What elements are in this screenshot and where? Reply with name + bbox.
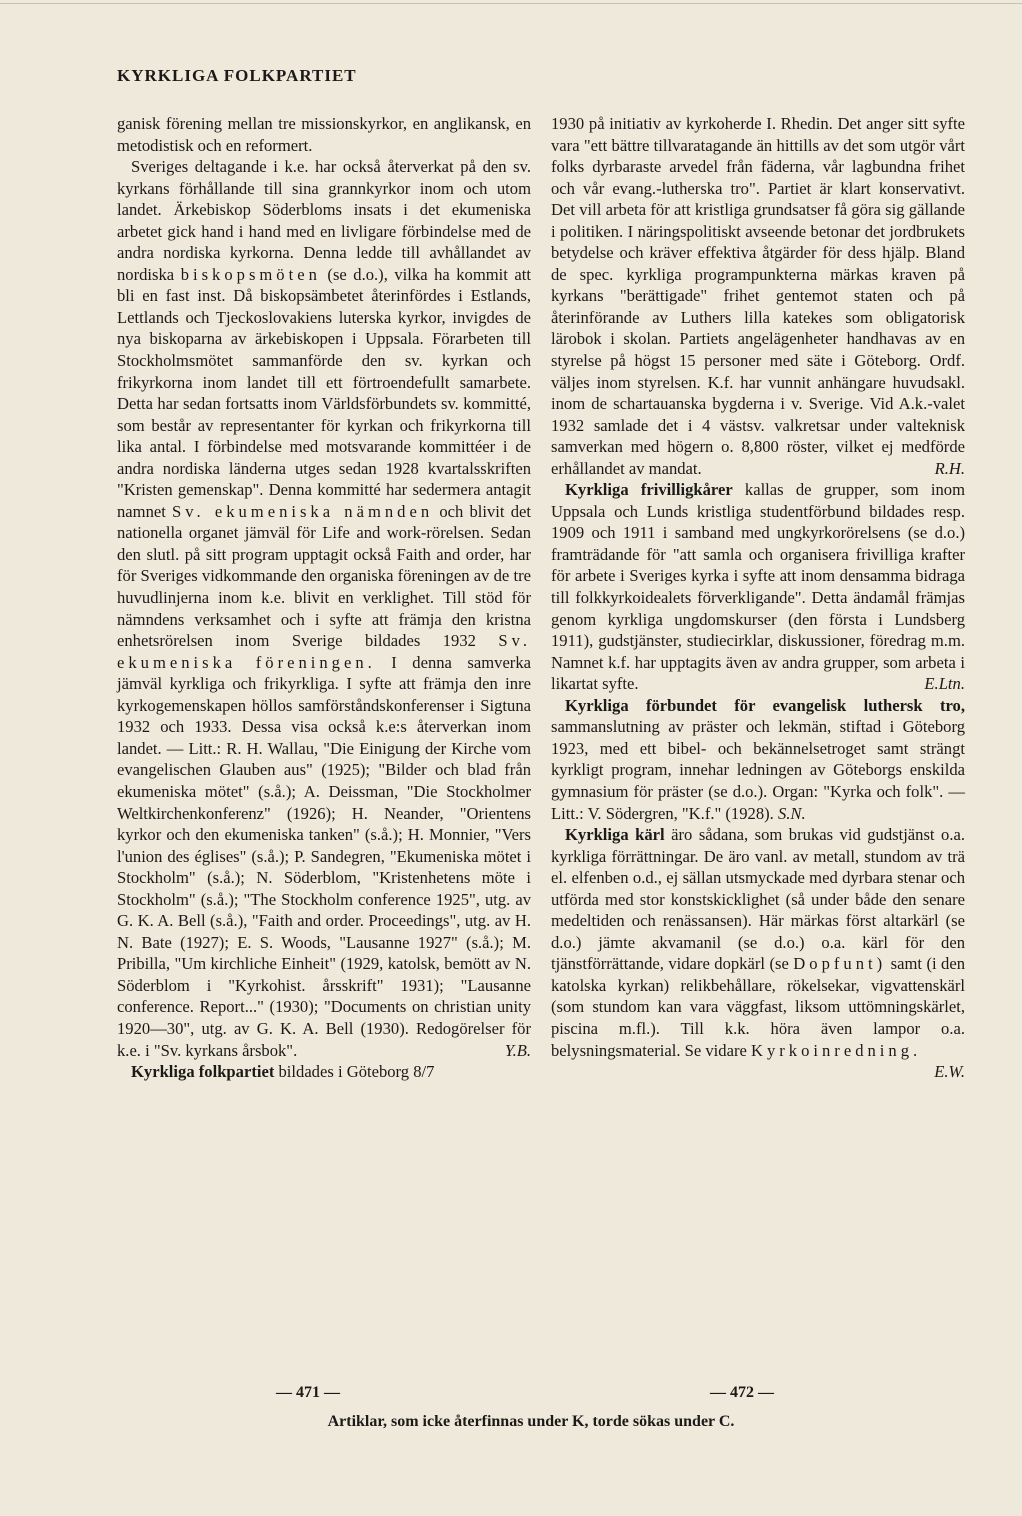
page-number-right: — 472 —: [710, 1384, 774, 1401]
left-paragraph-1: [117, 113, 531, 156]
right-paragraph-2: [551, 479, 965, 694]
right-signature-rh: R.H.: [934, 458, 965, 478]
right-signature-sn: S.N.: [777, 803, 806, 823]
left-column: [117, 113, 531, 1083]
page-number-left: — 471 —: [276, 1384, 340, 1401]
right-signature-eltn: E.Ltn.: [924, 674, 965, 694]
left-paragraph-3: [117, 1061, 531, 1083]
right-p4-text: äro sådana, som brukas vid gudstjänst o.a. kyrkliga förrättningar. De äro vanl. av metall, stundom av trä el. elfenben o.d., ej sällan utsmyckade med dyrbara stenar och utförda med stor konstskicklighet (så under både den senare medeltiden och renässansen). Här märkas först altarkärl (se d.o.) jämte akvamanil (se d.o.) o.a. kärl för den tjänstförrättande, vidare dopkärl (se: [551, 825, 965, 974]
left-p2c-text: (se d.o.), vilka ha kommit att bli en fast inst. Då biskopsämbetet återinfördes i Estlands, Lettlands och Tjeckoslovakiens luterska kyrkor, invigdes de nya biskoparna av ärkebiskopen i Uppsala. Förarbeten till Stockholmsmötet sammanförde den sv. kyrkan och frikyrkorna inom landet till ett förtroendefullt samarbete. Detta har sedan fortsatts inom Världsförbundets sv. kommitté, som består av representanter för kyrkan och frikyrkorna till lika antal. I förbindelse med motsvarande kommittéer i de andra nordiska länderna utges sedan 1928 kvartalsskriften "Kristen gemenskap". Denna kommitté har sedermera antagit namnet: [117, 264, 531, 521]
right-spaced-kyrkoinredning: Kyrkoinredning.: [751, 1040, 922, 1060]
left-spaced-namnden: Sv. ekumeniska nämnden: [172, 501, 434, 521]
right-paragraph-1: [551, 113, 965, 479]
left-p3-text: bildades i Göteborg 8/7: [278, 1062, 435, 1082]
left-spaced-foreningen: Sv. ekumeniska föreningen.: [117, 631, 531, 672]
right-spaced-dopfunt: Dopfunt): [793, 954, 887, 974]
left-p2a-text: Sveriges deltagande i k.e. har också återverkat på den sv. kyrkans förhållande till sina grannkyrkor inom och utom landet. Ärkebiskop Söderbloms insats i det ekumeniska arbetet gick hand i hand med en livligare förbindelse med de andra nordiska kyrkorna. Denna ledde till avhållandet av nordiska: [117, 157, 531, 284]
left-p2g-text: I denna samverka jämväl kyrkliga och frikyrkliga. I syfte att främja den inre kyrkogemenskapen höllos samförståndskonferenser i Sigtuna 1932 och 1933. Dessa visa också k.e:s återverkan inom landet. — Litt.: R. H. Wallau, "Die Einigung der Kirche vom evangelischen Glauben aus" (1925); "Bilder och blad från ekumeniska mötet" (s.å.); A. Deissman, "Die Stockholmer Weltkirchenkonferenz" (1926); H. Neander, "Orientens kyrkor och den ekumeniska tanken" (s.å.); H. Monnier, "Vers l'union des églises" (s.å.); P. Sandegren, "Ekumeniska mötet i Stockholm" (s.å.); N. Söderblom, "Kristenhetens möte i Stockholm" (s.å.); "The Stockholm conference 1925", utg. av G. K. A. Bell (s.å.), "Faith and order. Proceedings", utg. av H. N. Bate (1927); E. S. Woods, "Lausanne 1927" (s.å.); M. Pribilla, "Um kirchliche Einheit" (1929, katolsk, bemött av N. Söderblom i "Kyrkohist. årsskrift" 1931); "Lausanne conference. Report..." (1930); "Documents on christian unity 1920—30", utg. av G. K. A. Bell (1930). Redogörelser för k.e. i "Sv. kyrkans årsbok".: [117, 652, 531, 1060]
right-signature-ew: E.W.: [934, 1062, 965, 1082]
left-paragraph-2: [117, 156, 531, 1061]
left-p2e-text: och blivit det nationella organet jämväl för Life and work-rörelsen. Sedan den slutl. på sitt program upptagit också Faith and order, har för Sveriges vidkommande den organiska föreningen av de tre huvudlinjerna inom k.e. blivit en verklighet. Till stöd för nämndens verksamhet och i syfte att främja den kristna enhetsrörelsen inom Sverige bildades 1932: [117, 501, 531, 651]
right-headword-forbundet: Kyrkliga förbundet för evangelisk luthersk tro,: [565, 695, 965, 715]
right-column: [551, 113, 965, 1083]
left-signature-yb: Y.B.: [504, 1040, 531, 1060]
top-rule: [0, 3, 1022, 4]
right-p1-text: 1930 på initiativ av kyrkoherde I. Rhedin. Det anger sitt syfte vara "ett bättre tillvaratagande än hittills av det som utgör vårt folks dyrbaraste arvedel från fäderna, vår lagbundna frihet och vår evang.-lutherska tro". Partiet är klart konservativt. Det vill arbeta för att kristliga grundsatser få göra sig gällande i politiken. I näringspolitiskt avseende betonar det jordbrukets betydelse och kräver effektiva åtgärder för dess hjälp. Bland de spec. kyrkliga programpunkterna märkas kraven på kyrkans "berättigade" frihet gentemot staten och på återinförande av Luthers lilla katekes som obligatorisk lärobok i skolan. Partiets angelägenheter handhavas av en styrelse på högst 15 personer med säte i Göteborg. Ordf. väljes inom styrelsen. K.f. har vunnit anhängare huvudsakl. inom de schartauanska bygderna i v. Sverige. Vid A.k.-valet 1932 samlade det i 4 västsv. valkretsar under valteknisk samverkan med högern o. 8,800 röster, vilket ej medförde erhållandet av mandat.: [551, 114, 965, 478]
right-p2-text: kallas de grupper, som inom Uppsala och Lunds kristliga studentförbund bildades resp. 1909 och 1911 i samband med ungkyrkorörelsens (se d.o.) framträdande för "att samla och organisera frivilliga krafter för arbete i Sveriges kyrka i syfte att inom densamma bidraga till folkkyrkoidealets förverkligande". Detta ändamål främjas genom kyrkliga ungdomskurser (den första i Lundsberg 1911), gudstjänster, studiecirklar, diskussioner, föredrag m.m. Namnet k.f. har upptagits även av andra grupper, som arbeta i likartat syfte.: [551, 480, 965, 694]
left-spaced-biskopsmoten: biskopsmöten: [180, 264, 321, 284]
right-headword-frivilligkarer: Kyrkliga frivilligkårer: [565, 480, 733, 500]
right-paragraph-4: [551, 824, 966, 1082]
left-headword-folkpartiet: Kyrkliga folkpartiet: [131, 1062, 275, 1082]
left-p1-text: ganisk förening mellan tre missionskyrkor, en anglikansk, en metodistisk och en reformert.: [117, 114, 531, 155]
right-p3-text: sammanslutning av präster och lekmän, stiftad i Göteborg 1923, med ett bibel- och bekännelsetroget samt strängt kyrkligt program, innehar ledningen av Göteborgs enskilda gymnasium för präster (se d.o.). Organ: "Kyrka och folk". — Litt.: V. Södergren, "K.f." (1928).: [551, 717, 965, 823]
right-p4-text2: samt (i den katolska kyrkan) relikbehållare, rökelsekar, vigvattenskärl (som stundom kan vara väggfast, liksom uttömningskärlet, piscina m.fl.). Till k.k. höra även lampor o.a. belysningsmaterial. Se vidare: [551, 954, 966, 1060]
right-paragraph-3: [551, 695, 965, 824]
footnote: Artiklar, som icke återfinnas under K, torde sökas under C.: [327, 1413, 735, 1430]
running-head: KYRKLIGA FOLKPARTIET: [117, 66, 357, 85]
right-headword-karl: Kyrkliga kärl: [565, 825, 665, 845]
